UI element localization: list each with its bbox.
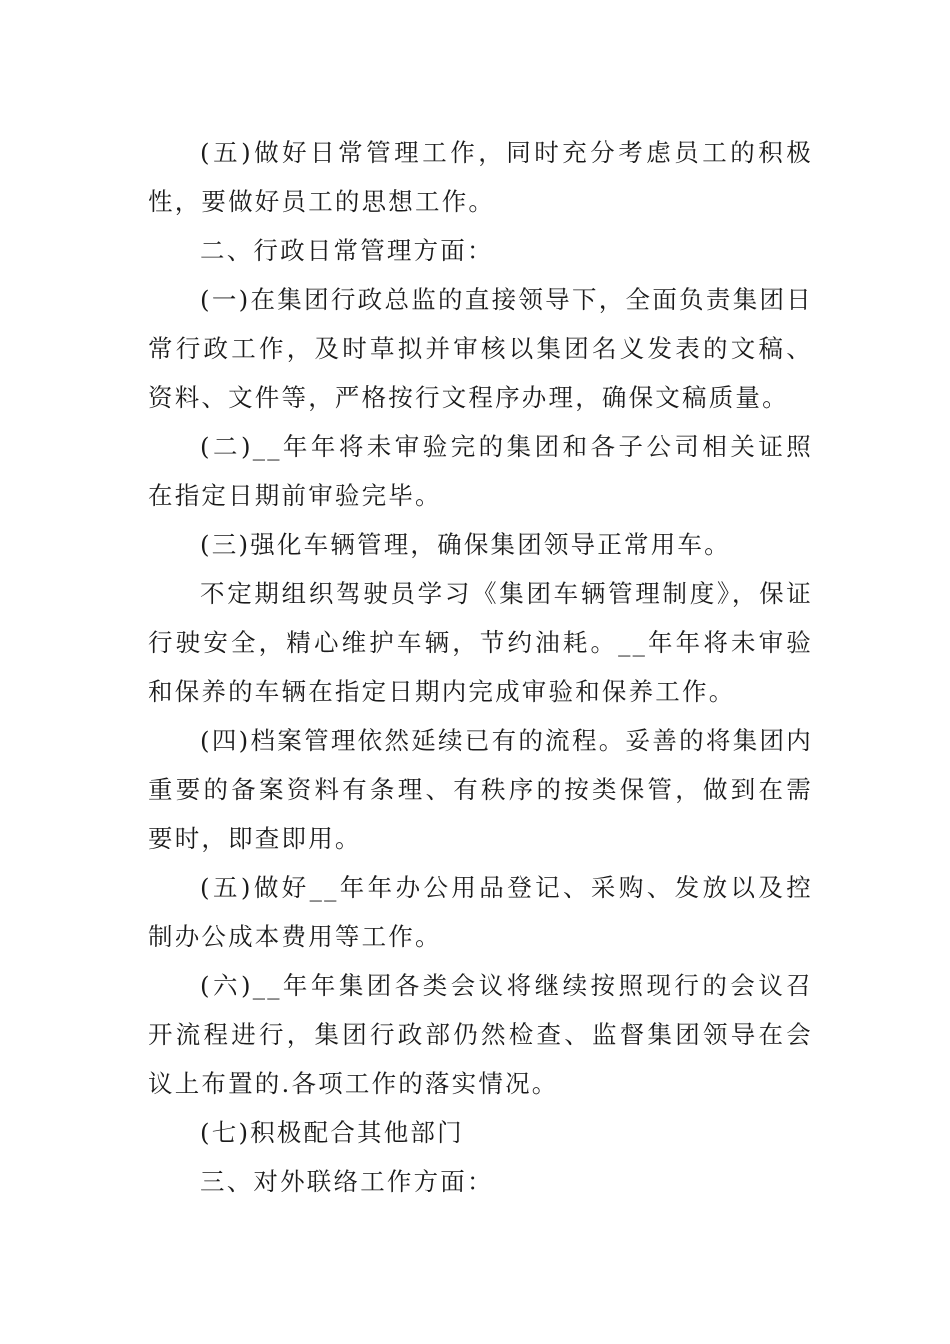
section-heading-2: 二、行政日常管理方面： bbox=[200, 236, 494, 265]
paragraph-8: (五)做好__年年办公用品登记、采购、发放以及控制办公成本费用等工作。 bbox=[148, 873, 813, 951]
paragraph-10: (七)积极配合其他部门 bbox=[200, 1118, 464, 1147]
paragraph-3: (一)在集团行政总监的直接领导下，全面负责集团日常行政工作，及时草拟并审核以集团名义发表的文稿、资料、文件等，严格按行文程序办理，确保文稿质量。 bbox=[148, 285, 813, 412]
section-heading-3: 三、对外联络工作方面： bbox=[200, 1167, 494, 1196]
paragraph-1: (五)做好日常管理工作，同时充分考虑员工的积极性，要做好员工的思想工作。 bbox=[148, 138, 813, 216]
document-body bbox=[148, 128, 813, 1206]
paragraph-9: (六)__年年集团各类会议将继续按照现行的会议召开流程进行，集团行政部仍然检查、监督集团领导在会议上布置的.各项工作的落实情况。 bbox=[148, 971, 813, 1098]
paragraph-6: 不定期组织驾驶员学习《集团车辆管理制度》，保证行驶安全，精心维护车辆，节约油耗。__年年将未审验和保养的车辆在指定日期内完成审验和保养工作。 bbox=[148, 579, 813, 706]
paragraph-5: (三)强化车辆管理，确保集团领导正常用车。 bbox=[200, 530, 731, 559]
paragraph-7: (四)档案管理依然延续已有的流程。妥善的将集团内重要的备案资料有条理、有秩序的按类保管，做到在需要时，即查即用。 bbox=[148, 726, 813, 853]
paragraph-4: (二)__年年将未审验完的集团和各子公司相关证照在指定日期前审验完毕。 bbox=[148, 432, 813, 510]
